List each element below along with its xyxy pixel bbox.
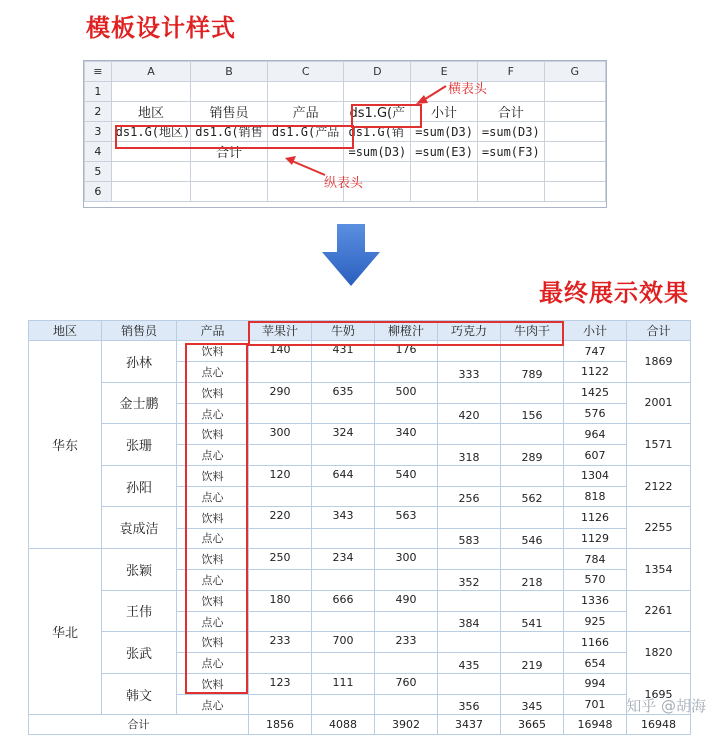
value-cell: 289 [501,445,564,465]
value-cell [375,695,438,715]
value-cell [501,507,564,528]
product-cell: 点心 [177,695,249,715]
value-cell [438,507,501,528]
value-cell: 333 [438,362,501,382]
sheet-column-header: D [344,62,411,82]
value-cell: 789 [501,362,564,382]
result-report [28,320,692,732]
value-cell: 635 [312,382,375,403]
product-cell: 点心 [177,403,249,423]
sheet-row-number: 2 [85,102,112,122]
product-cell: 饮料 [177,590,249,611]
sheet-column-header: B [191,62,268,82]
product-cell: 饮料 [177,507,249,528]
sheet-row-number: 3 [85,122,112,142]
table-row [29,424,691,445]
product-cell: 点心 [177,570,249,590]
value-cell [249,362,312,382]
sheet-corner-icon: ≡ [85,62,112,82]
sheet-cell[interactable]: 合计 [191,142,268,162]
subtotal-cell: 1336 [564,590,627,611]
subtotal-cell: 1425 [564,382,627,403]
value-cell: 500 [375,382,438,403]
sheet-column-header: C [267,62,344,82]
down-arrow-icon [322,224,380,286]
subtotal-cell: 994 [564,673,627,694]
result-column-header: 巧克力 [438,321,501,341]
sheet-cell[interactable]: 地区 [111,102,191,122]
footer-subtotal: 16948 [564,715,627,734]
value-cell [375,487,438,507]
value-cell: 219 [501,653,564,673]
product-cell: 点心 [177,653,249,673]
value-cell: 644 [312,465,375,486]
value-cell: 233 [249,632,312,653]
sheet-cell[interactable]: 销售员 [191,102,268,122]
value-cell: 300 [249,424,312,445]
value-cell: 546 [501,528,564,548]
value-cell [375,570,438,590]
result-column-header: 合计 [627,321,691,341]
value-cell [249,611,312,631]
subtotal-cell: 964 [564,424,627,445]
value-cell [438,590,501,611]
total-cell: 2122 [627,465,691,507]
product-cell: 点心 [177,362,249,382]
value-cell [312,362,375,382]
sheet-cell[interactable]: ds1.G(销售 [191,122,268,142]
total-cell: 1354 [627,548,691,590]
value-cell: 352 [438,570,501,590]
value-cell [312,695,375,715]
value-cell [312,611,375,631]
value-cell: 176 [375,341,438,362]
result-column-header: 产品 [177,321,249,341]
sheet-row-number: 6 [85,182,112,202]
subtotal-cell: 925 [564,611,627,631]
total-cell: 2255 [627,507,691,549]
value-cell: 700 [312,632,375,653]
value-cell: 120 [249,465,312,486]
sheet-row-number: 1 [85,82,112,102]
product-cell: 饮料 [177,465,249,486]
template-design-title: 模板设计样式 [86,14,236,42]
salesperson-cell: 孙林 [102,341,177,383]
value-cell [312,445,375,465]
value-cell: 250 [249,548,312,569]
subtotal-cell: 747 [564,341,627,362]
subtotal-cell: 1126 [564,507,627,528]
table-row [29,590,691,611]
value-cell [438,548,501,569]
subtotal-cell: 1122 [564,362,627,382]
value-cell: 324 [312,424,375,445]
value-cell [375,653,438,673]
value-cell [501,382,564,403]
value-cell [438,382,501,403]
arrow-head-icon [416,95,428,104]
region-cell: 华东 [29,341,102,549]
value-cell [312,570,375,590]
value-cell: 233 [375,632,438,653]
salesperson-cell: 王伟 [102,590,177,632]
product-cell: 点心 [177,528,249,548]
salesperson-cell: 张颖 [102,548,177,590]
arrow-head-icon [285,156,296,165]
value-cell: 541 [501,611,564,631]
annotation-arrows [0,0,720,240]
sheet-cell[interactable]: ds1.G(产 [344,102,411,122]
sheet-column-header: F [477,62,544,82]
product-cell: 饮料 [177,632,249,653]
result-column-header: 柳橙汁 [375,321,438,341]
footer-value: 3665 [501,715,564,734]
value-cell [249,528,312,548]
value-cell [312,528,375,548]
value-cell: 760 [375,673,438,694]
total-cell: 2261 [627,590,691,632]
sheet-row-number: 5 [85,162,112,182]
value-cell: 583 [438,528,501,548]
product-cell: 点心 [177,611,249,631]
sheet-column-header: E [411,62,478,82]
salesperson-cell: 韩文 [102,673,177,715]
footer-total: 16948 [627,715,691,734]
sheet-cell[interactable]: =sum(D3) [477,122,544,142]
value-cell [438,424,501,445]
value-cell [312,403,375,423]
watermark: 知乎 @胡海 [626,697,706,715]
value-cell: 220 [249,507,312,528]
value-cell: 345 [501,695,564,715]
value-cell: 563 [375,507,438,528]
value-cell: 356 [438,695,501,715]
value-cell [249,695,312,715]
value-cell [438,465,501,486]
sheet-cell[interactable]: =sum(D3) [411,122,478,142]
value-cell [312,487,375,507]
sheet-column-header: G [544,62,605,82]
sheet-cell[interactable]: =sum(E3) [411,142,478,162]
sheet-cell[interactable]: =sum(F3) [477,142,544,162]
region-cell: 华北 [29,548,102,714]
value-cell: 156 [501,403,564,423]
table-row [29,673,691,694]
value-cell [375,611,438,631]
result-column-header: 小计 [564,321,627,341]
value-cell: 343 [312,507,375,528]
value-cell: 540 [375,465,438,486]
subtotal-cell: 818 [564,487,627,507]
sheet-cell[interactable]: 小计 [411,102,478,122]
salesperson-cell: 孙阳 [102,465,177,507]
footer-row [29,715,691,734]
result-column-header: 牛肉干 [501,321,564,341]
result-column-header: 地区 [29,321,102,341]
subtotal-cell: 576 [564,403,627,423]
product-cell: 点心 [177,445,249,465]
result-header-row [29,321,691,341]
subtotal-cell: 1129 [564,528,627,548]
value-cell: 562 [501,487,564,507]
sheet-row-number: 4 [85,142,112,162]
value-cell [249,487,312,507]
value-cell [438,673,501,694]
result-column-header: 牛奶 [312,321,375,341]
salesperson-cell: 张珊 [102,424,177,466]
value-cell [249,570,312,590]
value-cell [249,403,312,423]
subtotal-cell: 570 [564,570,627,590]
value-cell: 180 [249,590,312,611]
product-cell: 饮料 [177,424,249,445]
value-cell: 218 [501,570,564,590]
table-row [29,341,691,362]
value-cell [375,403,438,423]
table-row [29,632,691,653]
value-cell [375,362,438,382]
salesperson-cell: 金士鹏 [102,382,177,424]
subtotal-cell: 784 [564,548,627,569]
salesperson-cell: 袁成洁 [102,507,177,549]
subtotal-cell: 1166 [564,632,627,653]
footer-value: 1856 [249,715,312,734]
value-cell [501,548,564,569]
sheet-cell[interactable]: =sum(D3) [344,142,411,162]
table-row [29,465,691,486]
value-cell: 420 [438,403,501,423]
value-cell: 490 [375,590,438,611]
value-cell: 318 [438,445,501,465]
total-cell: 1571 [627,424,691,466]
value-cell [312,653,375,673]
total-cell: 2001 [627,382,691,424]
value-cell [438,341,501,362]
product-cell: 饮料 [177,673,249,694]
value-cell [249,653,312,673]
sheet-cell[interactable]: ds1.G(产品 [267,122,344,142]
footer-value: 3902 [375,715,438,734]
total-cell: 1695 [627,673,691,715]
subtotal-cell: 654 [564,653,627,673]
product-cell: 饮料 [177,382,249,403]
subtotal-cell: 701 [564,695,627,715]
table-row [29,548,691,569]
footer-value: 4088 [312,715,375,734]
value-cell [438,632,501,653]
vertical-header-label: 纵表头 [324,176,364,191]
value-cell [375,528,438,548]
total-cell: 1820 [627,632,691,674]
subtotal-cell: 1304 [564,465,627,486]
value-cell [501,424,564,445]
value-cell: 384 [438,611,501,631]
result-column-header: 苹果汁 [249,321,312,341]
value-cell: 111 [312,673,375,694]
value-cell: 123 [249,673,312,694]
value-cell [501,590,564,611]
sheet-cell[interactable]: ds1.G(销 [344,122,411,142]
value-cell: 140 [249,341,312,362]
value-cell [375,445,438,465]
result-column-header: 销售员 [102,321,177,341]
horizontal-header-label: 横表头 [448,82,488,97]
table-row [29,507,691,528]
result-table [28,320,691,735]
value-cell: 431 [312,341,375,362]
value-cell: 256 [438,487,501,507]
total-cell: 1869 [627,341,691,383]
sheet-cell[interactable]: ds1.G(地区) [111,122,191,142]
value-cell: 290 [249,382,312,403]
footer-label: 合计 [29,715,249,734]
product-cell: 饮料 [177,341,249,362]
sheet-column-header: A [111,62,191,82]
final-result-title: 最终展示效果 [539,279,689,307]
subtotal-cell: 607 [564,445,627,465]
value-cell: 340 [375,424,438,445]
value-cell [249,445,312,465]
sheet-cell[interactable]: 合计 [477,102,544,122]
value-cell: 300 [375,548,438,569]
value-cell [501,341,564,362]
table-row [29,382,691,403]
value-cell [501,632,564,653]
value-cell: 234 [312,548,375,569]
value-cell: 666 [312,590,375,611]
product-cell: 饮料 [177,548,249,569]
product-cell: 点心 [177,487,249,507]
value-cell: 435 [438,653,501,673]
sheet-cell[interactable]: 产品 [267,102,344,122]
value-cell [501,673,564,694]
value-cell [501,465,564,486]
salesperson-cell: 张武 [102,632,177,674]
footer-value: 3437 [438,715,501,734]
